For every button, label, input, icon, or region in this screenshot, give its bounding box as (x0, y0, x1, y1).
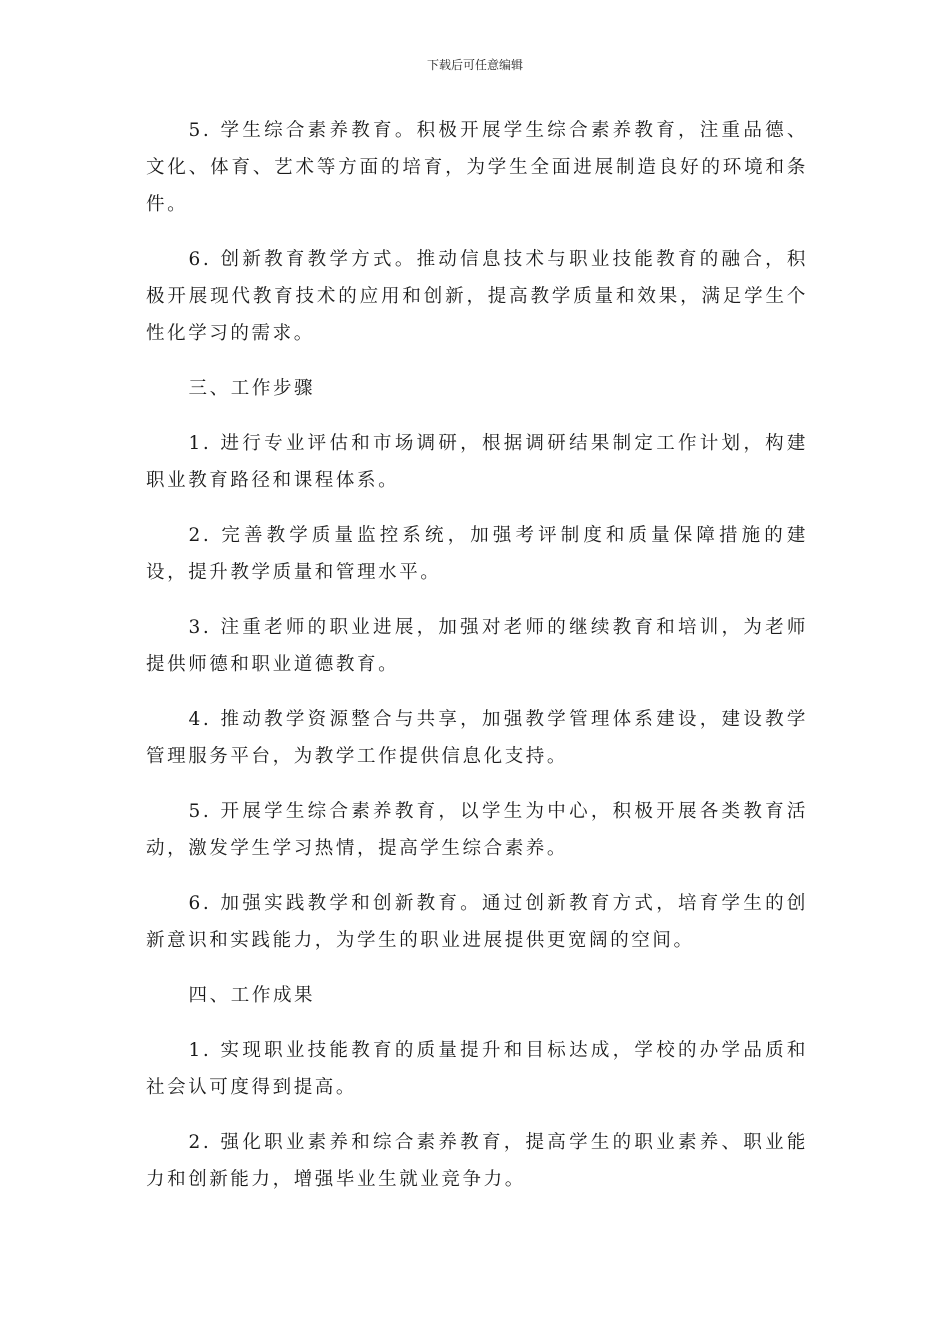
paragraph-5: 2. 完善教学质量监控系统，加强考评制度和质量保障措施的建设，提升教学质量和管理水平。 (146, 525, 808, 583)
paragraph-1: 5. 学生综合素养教育。积极开展学生综合素养教育，注重品德、文化、体育、艺术等方面的培育，为学生全面进展制造良好的环境和条件。 (146, 120, 808, 215)
paragraph-7: 4. 推动教学资源整合与共享，加强教学管理体系建设，建设教学管理服务平台，为教学工作提供信息化支持。 (146, 709, 808, 767)
paragraph-4: 1. 进行专业评估和市场调研，根据调研结果制定工作计划，构建职业教育路径和课程体系。 (146, 433, 808, 491)
document-body (146, 112, 808, 1216)
section-heading-3: 三、工作步骤 (188, 378, 316, 399)
paragraph-9: 6. 加强实践教学和创新教育。通过创新教育方式，培育学生的创新意识和实践能力，为学生的职业进展提供更宽阔的空间。 (146, 893, 808, 951)
page-header: 下载后可任意编辑 (426, 58, 523, 72)
paragraph-6: 3. 注重老师的职业进展，加强对老师的继续教育和培训，为老师提供师德和职业道德教育。 (146, 617, 808, 675)
paragraph-2: 6. 创新教育教学方式。推动信息技术与职业技能教育的融合，积极开展现代教育技术的应用和创新，提高教学质量和效果，满足学生个性化学习的需求。 (146, 249, 808, 344)
paragraph-8: 5. 开展学生综合素养教育，以学生为中心，积极开展各类教育活动，激发学生学习热情，提高学生综合素养。 (146, 801, 808, 859)
section-heading-4: 四、工作成果 (188, 985, 316, 1006)
paragraph-12: 2. 强化职业素养和综合素养教育，提高学生的职业素养、职业能力和创新能力，增强毕业生就业竞争力。 (146, 1132, 808, 1190)
paragraph-11: 1. 实现职业技能教育的质量提升和目标达成，学校的办学品质和社会认可度得到提高。 (146, 1040, 808, 1098)
